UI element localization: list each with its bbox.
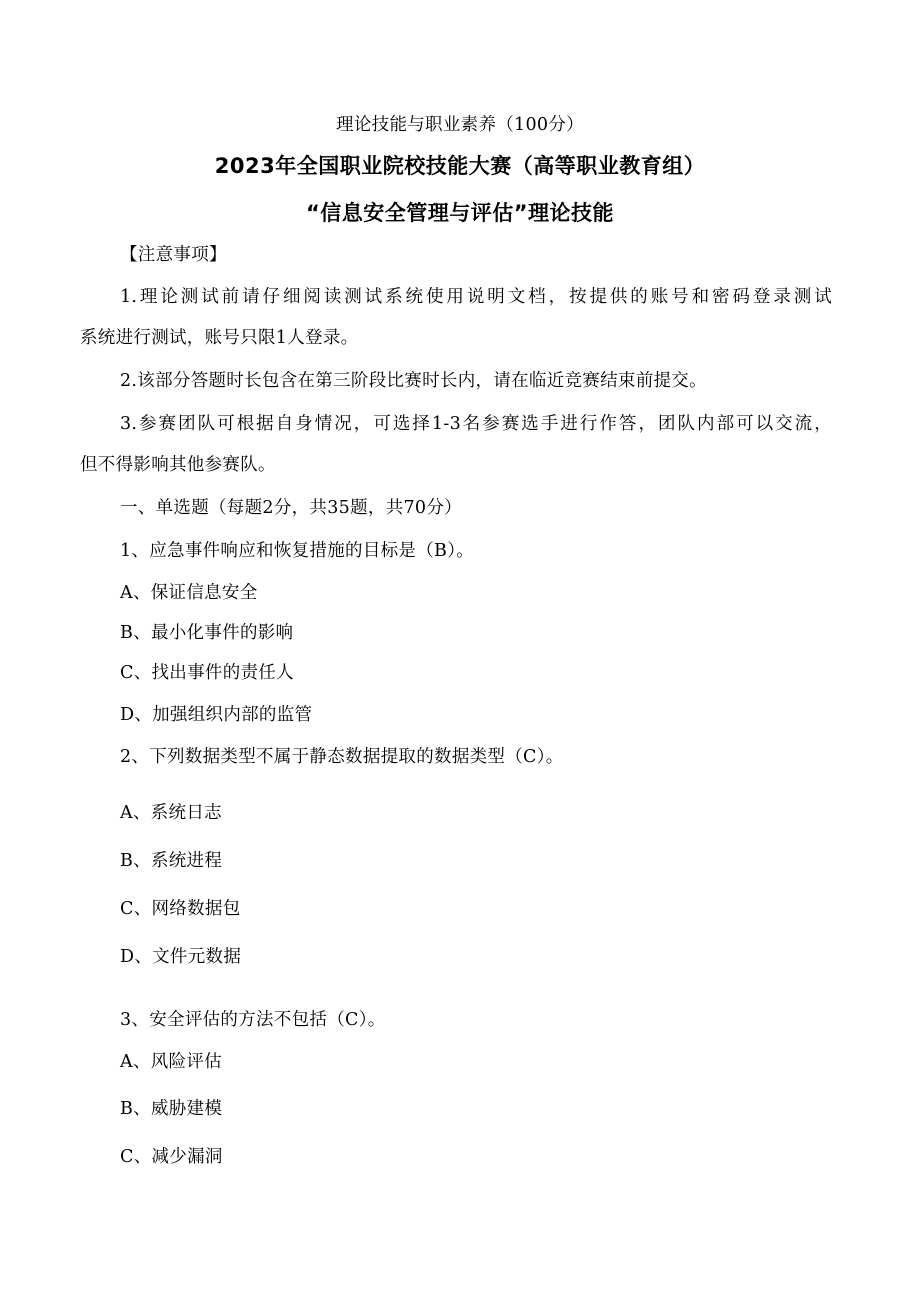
question-3-option-a: A、风险评估 [120,1052,222,1072]
question-1-option-d: D、加强组织内部的监管 [120,705,313,725]
question-3-option-c: C、减少漏洞 [120,1147,223,1167]
question-2-option-d: D、文件元数据 [120,947,242,967]
question-2-stem: 2、下列数据类型不属于静态数据提取的数据类型（C）。 [120,747,564,767]
question-1-option-b: B、最小化事件的影响 [120,623,294,643]
section-heading-single-choice: 一、单选题（每题2分，共35题，共70分） [120,498,462,518]
question-2-option-a: A、系统日志 [120,803,222,823]
notice-item-1-line-2: 系统进行测试，账号只限1人登录。 [80,328,359,348]
question-3-stem: 3、安全评估的方法不包括（C）。 [120,1010,386,1030]
exam-title-competition: 2023年全国职业院校技能大赛（高等职业教育组） [214,154,706,178]
notice-heading: 【注意事项】 [120,245,227,265]
notice-item-3-line-1: 3.参赛团队可根据自身情况，可选择1-3名参赛选手进行作答，团队内部可以交流， [120,414,832,434]
notice-item-2: 2.该部分答题时长包含在第三阶段比赛时长内，请在临近竞赛结束前提交。 [120,371,707,391]
exam-subtitle: 理论技能与职业素养（100分） [336,115,584,135]
question-1-option-a: A、保证信息安全 [120,583,258,603]
notice-item-3-line-2: 但不得影响其他参赛队。 [80,455,276,475]
question-2-option-c: C、网络数据包 [120,899,241,919]
question-1-option-c: C、找出事件的责任人 [120,663,294,683]
question-2-option-b: B、系统进程 [120,851,223,871]
exam-title-subject: “信息安全管理与评估”理论技能 [305,201,615,225]
notice-item-1-line-1: 1.理论测试前请仔细阅读测试系统使用说明文档，按提供的账号和密码登录测试 [120,287,832,307]
question-3-option-b: B、威胁建模 [120,1099,223,1119]
question-1-stem: 1、应急事件响应和恢复措施的目标是（B）。 [120,541,475,561]
